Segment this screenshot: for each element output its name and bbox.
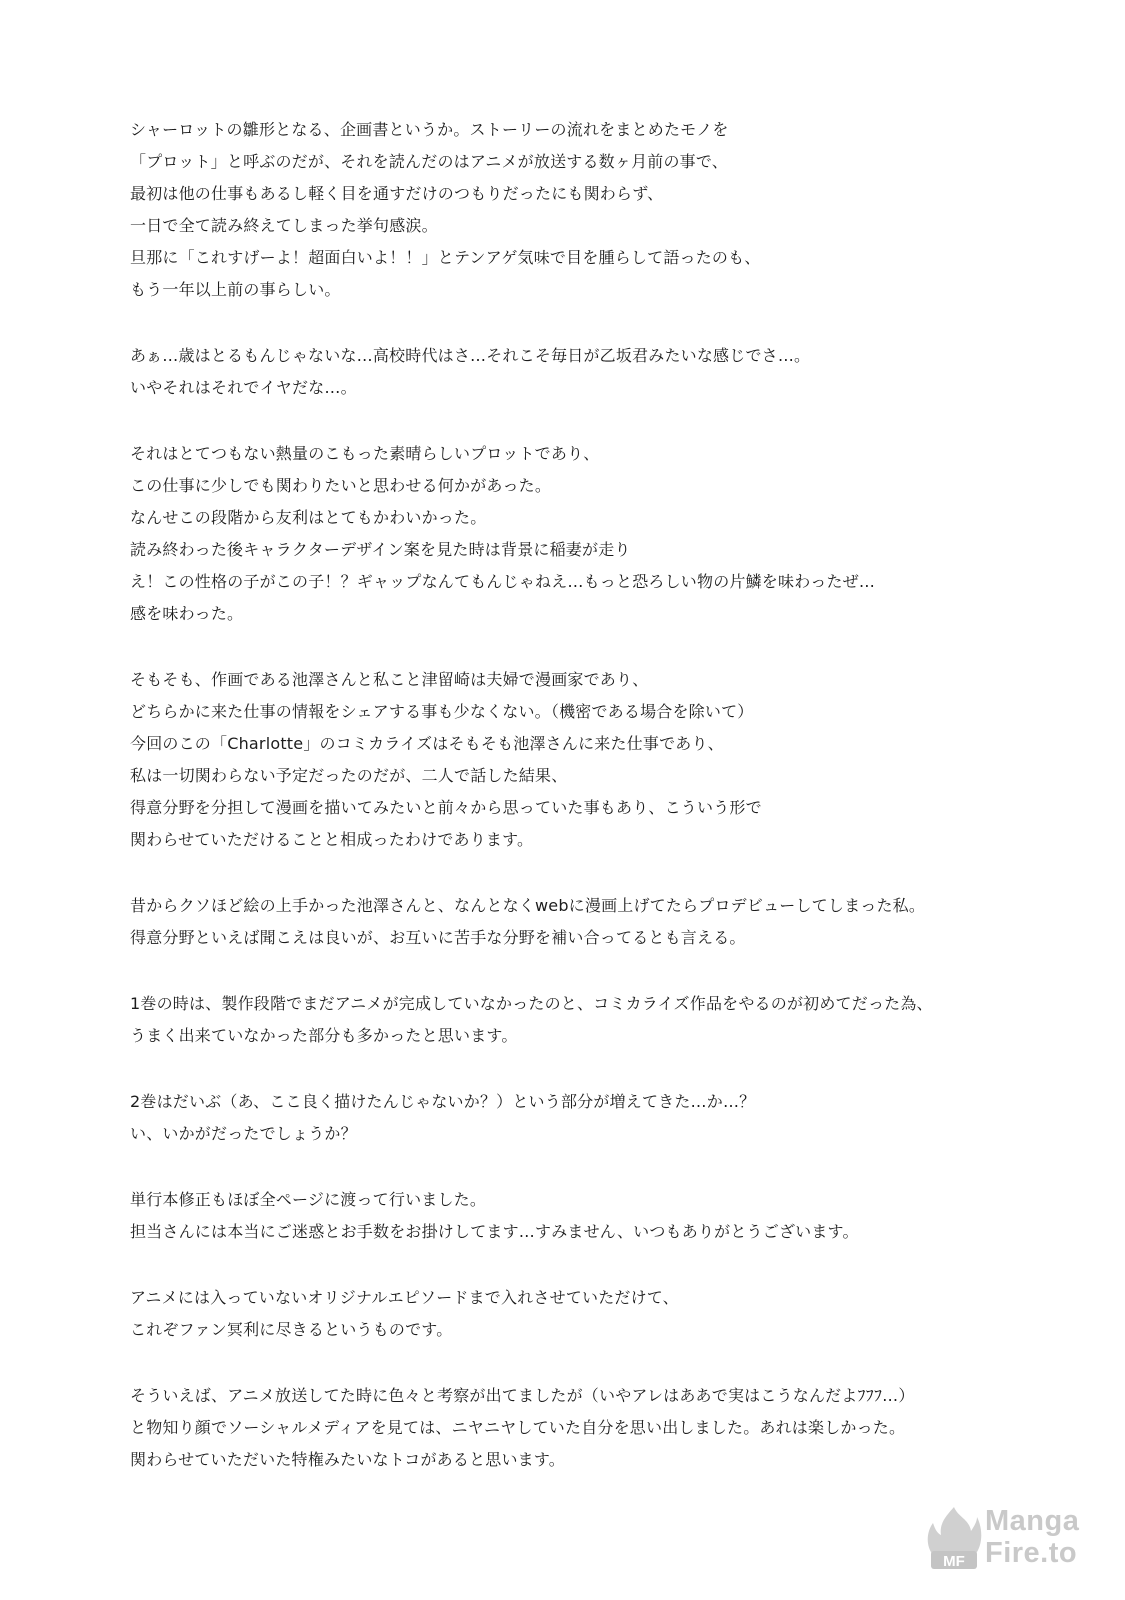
text-line: そもそも、作画である池澤さんと私こと津留崎は夫婦で漫画家であり、	[130, 670, 649, 689]
text-line: 読み終わった後キャラクターデザイン案を見た時は背景に稲妻が走り	[130, 540, 631, 559]
paragraph	[130, 1086, 1105, 1150]
text-line: 私は一切関わらない予定だったのだが、二人で話した結果、	[130, 766, 568, 785]
paragraph	[130, 1380, 1105, 1476]
text-line: 1巻の時は、製作段階でまだアニメが完成していなかったのと、コミカライズ作品をやるのが初めてだった為、	[130, 994, 933, 1013]
text-line: 得意分野を分担して漫画を描いてみたいと前々から思っていた事もあり、こういう形で	[130, 798, 762, 817]
paragraph	[130, 340, 1105, 404]
text-line: アニメには入っていないオリジナルエピソードまで入れさせていただけて、	[130, 1288, 679, 1307]
text-line: うまく出来ていなかった部分も多かったと思います。	[130, 1026, 518, 1045]
text-line: どちらかに来た仕事の情報をシェアする事も少なくない。（機密である場合を除いて）	[130, 702, 754, 721]
text-line: 得意分野といえば聞こえは良いが、お互いに苦手な分野を補い合ってるとも言える。	[130, 928, 746, 947]
text-line: 2巻はだいぶ（あ、ここ良く描けたんじゃないか？）という部分が増えてきた…か…？	[130, 1092, 756, 1111]
text-line: 一日で全て読み終えてしまった挙句感涙。	[130, 216, 438, 235]
watermark-line-2: Fire.to	[985, 1537, 1078, 1569]
text-line: 関わらせていただけることと相成ったわけであります。	[130, 830, 534, 849]
text-line: 今回のこの「Charlotte」のコミカライズはそもそも池澤さんに来た仕事であり、	[130, 734, 724, 753]
text-line: あぁ…歳はとるもんじゃないな…高校時代はさ…それこそ毎日が乙坂君みたいな感じでさ…。	[130, 346, 811, 365]
paragraph	[130, 890, 1105, 954]
paragraph	[130, 438, 1105, 630]
text-line: と物知り顔でソーシャルメディアを見ては、ニヤニヤしていた自分を思い出しました。あれは楽しかった。	[130, 1418, 906, 1437]
text-line: なんせこの段階から友利はとてもかわいかった。	[130, 508, 487, 527]
text-line: 感を味わった。	[130, 604, 244, 623]
paragraph	[130, 664, 1105, 856]
text-line: 最初は他の仕事もあるし軽く目を通すだけのつもりだったにも関わらず、	[130, 184, 664, 203]
text-line: 担当さんには本当にご迷惑とお手数をお掛けしてます…すみません、いつもありがとうございます。	[130, 1222, 859, 1241]
paragraph	[130, 1282, 1105, 1346]
flame-logo-icon	[925, 1505, 983, 1571]
text-line: いやそれはそれでイヤだな…。	[130, 378, 357, 397]
watermark-text	[985, 1505, 1079, 1569]
text-line: シャーロットの雛形となる、企画書というか。ストーリーの流れをまとめたモノを	[130, 120, 729, 139]
text-line: 「プロット」と呼ぶのだが、それを読んだのはアニメが放送する数ヶ月前の事で、	[130, 152, 728, 171]
text-line: もう一年以上前の事らしい。	[130, 280, 341, 299]
paragraph	[130, 988, 1105, 1052]
text-line: そういえば、アニメ放送してた時に色々と考察が出てましたが（いやアレはああで実はこうなんだよﾌﾌﾌ…）	[130, 1386, 915, 1405]
text-line: 旦那に「これすげーよ！超面白いよ！！」とテンアゲ気味で目を腫らして語ったのも、	[130, 248, 761, 267]
text-line: い、いかがだったでしょうか？	[130, 1124, 357, 1143]
watermark-line-1: Manga	[985, 1505, 1080, 1537]
text-line: 昔からクソほど絵の上手かった池澤さんと、なんとなくwebに漫画上げてたらプロデビューしてしまった私。	[130, 896, 926, 915]
logo-mark-text: MF	[943, 1553, 965, 1570]
paragraph	[130, 1184, 1105, 1248]
text-line: 関わらせていただいた特権みたいなトコがあると思います。	[130, 1450, 566, 1469]
text-line: え！この性格の子がこの子！？ギャップなんてもんじゃねえ…もっと恐ろしい物の片鱗を味わったぜ…	[130, 572, 876, 591]
text-line: それはとてつもない熱量のこもった素晴らしいプロットであり、	[130, 444, 600, 463]
text-line: 単行本修正もほぼ全ページに渡って行いました。	[130, 1190, 487, 1209]
text-line: これぞファン冥利に尽きるというものです。	[130, 1320, 453, 1339]
paragraph	[130, 114, 1105, 306]
afterword-text	[130, 114, 1105, 1510]
text-line: この仕事に少しでも関わりたいと思わせる何かがあった。	[130, 476, 552, 495]
site-watermark	[925, 1505, 1115, 1575]
